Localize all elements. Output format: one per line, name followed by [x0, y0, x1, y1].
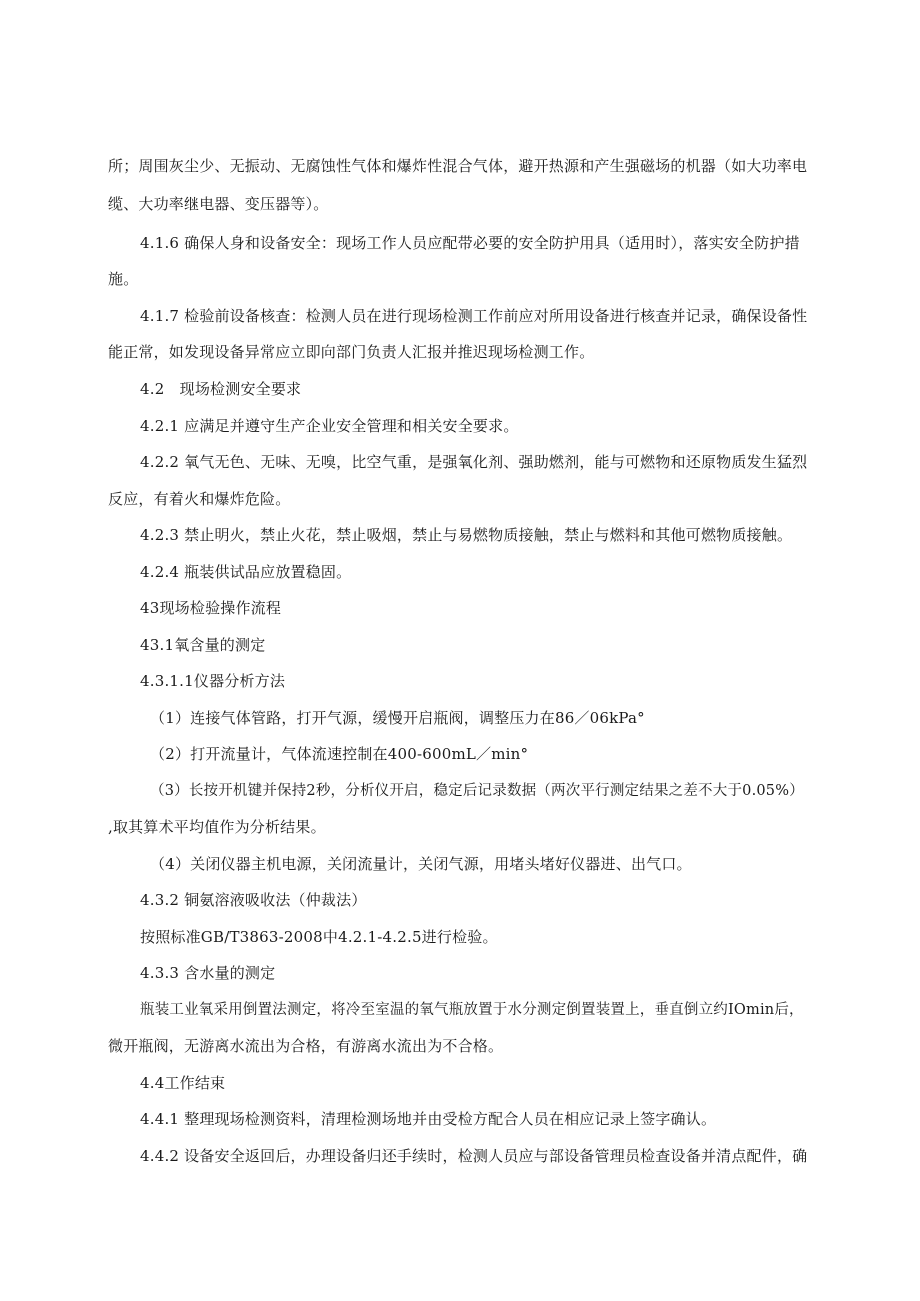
section-heading: 43现场检验操作流程: [140, 599, 282, 617]
text-line: 微开瓶阀，无游离水流出为合格，有游离水流出为不合格。: [108, 1037, 504, 1055]
text-line: 4.4.2 设备安全返回后，办理设备归还手续时，检测人员应与部设备管理员检查设备并清点配件，确: [140, 1147, 808, 1165]
text-line: 能正常，如发现设备异常应立即向部门负责人汇报并推迟现场检测工作。: [108, 343, 595, 361]
text-line: 4.2.4 瓶装供试品应放置稳固。: [140, 563, 352, 581]
text-line: 瓶装工业氧采用倒置法测定，将冷至室温的氧气瓶放置于水分测定倒置装置上，垂直倒立约IOmin后，: [140, 1002, 804, 1018]
list-item: （1）连接气体管路，打开气源，缓慢开启瓶阀，调整压力在86／06kPa°: [150, 709, 645, 727]
list-item: （3）长按开机键并保持2秒，分析仪开启，稳定后记录数据（两次平行测定结果之差不大于0.05%）: [150, 783, 804, 799]
section-heading: 4.3.1.1仪器分析方法: [140, 672, 286, 690]
section-heading: 4.3.2 铜氨溶液吸收法（仲裁法）: [140, 891, 367, 909]
text-line: 4.2.3 禁止明火，禁止火花，禁止吸烟，禁止与易燃物质接触，禁止与燃料和其他可燃物质接触。: [140, 526, 793, 544]
text-line: 4.1.7 检验前设备核查：检测人员在进行现场检测工作前应对所用设备进行核查并记录，确保设备性: [140, 307, 808, 325]
text-line: 4.1.6 确保人身和设备安全：现场工作人员应配带必要的安全防护用具（适用时），落实安全防护措: [140, 234, 800, 252]
section-heading: 43.1氧含量的测定: [140, 636, 266, 654]
text-line: 4.2.1 应满足并遵守生产企业安全管理和相关安全要求。: [140, 417, 519, 435]
text-line: 4.4.1 整理现场检测资料，清理检测场地并由受检方配合人员在相应记录上签字确认。: [140, 1110, 717, 1128]
text-line: 施。: [108, 270, 139, 288]
section-heading: 4.2 现场检测安全要求: [140, 380, 302, 398]
text-line: 反应，有着火和爆炸危险。: [108, 490, 291, 508]
text-line: 所；周围灰尘少、无振动、无腐蚀性气体和爆炸性混合气体，避开热源和产生强磁场的机器（如大功率电: [108, 157, 808, 175]
list-item: （2）打开流量计，气体流速控制在400-600mL／min°: [150, 745, 529, 763]
list-item: （4）关闭仪器主机电源，关闭流量计，关闭气源，用堵头堵好仪器进、出气口。: [150, 855, 692, 873]
text-line: 按照标准GB/T3863-2008中4.2.1-4.2.5进行检验。: [140, 928, 498, 946]
text-line: 缆、大功率继电器、变压器等）。: [108, 195, 329, 213]
section-heading: 4.3.3 含水量的测定: [140, 964, 276, 982]
text-line: 4.2.2 氧气无色、无味、无嗅，比空气重，是强氧化剂、强助燃剂，能与可燃物和还原物质发生猛烈: [140, 453, 808, 471]
text-line: ,取其算术平均值作为分析结果。: [108, 818, 326, 836]
section-heading: 4.4工作结束: [140, 1074, 226, 1092]
